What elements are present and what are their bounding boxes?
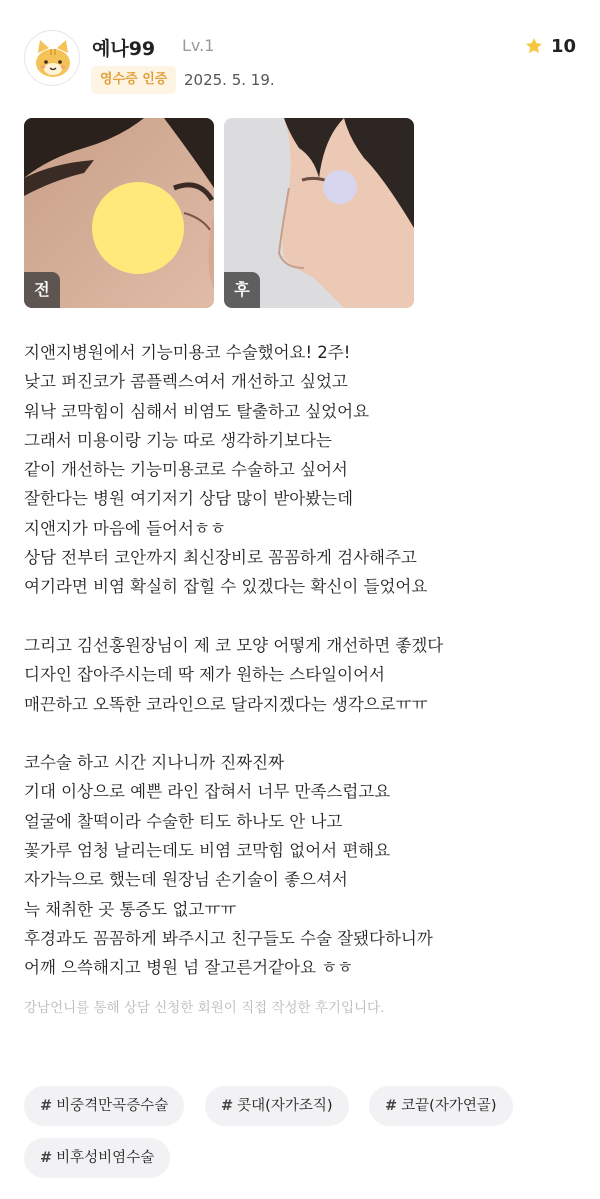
review-header [24,30,576,100]
review-body [24,338,576,983]
review-line: 얼굴에 찰떡이라 수술한 티도 하나도 안 나고 [24,811,343,831]
tag-chip[interactable] [24,1086,184,1126]
review-line: 상담 전부터 코안까지 최신장비로 꼼꼼하게 검사해주고 [24,548,417,568]
hash-icon: # [40,1150,53,1166]
tag-chip[interactable] [369,1086,513,1126]
hash-icon: # [385,1098,398,1114]
after-photo[interactable] [224,118,414,308]
review-line: 디자인 잡아주시는데 딱 제가 원하는 스타일이어서 [24,665,385,685]
user-level: Lv.1 [182,36,215,55]
review-date: 2025. 5. 19. [184,71,275,89]
review-line: 낮고 퍼진코가 콤플렉스여서 개선하고 싶었고 [24,372,348,392]
review-line: 같이 개선하는 기능미용코로 수술하고 싶어서 [24,460,348,480]
review-line: 지앤지병원에서 기능미용코 수술했어요! 2주! [24,343,351,362]
hash-icon: # [40,1098,53,1114]
tag-label: 비후성비염수술 [56,1150,155,1166]
review-line: 지앤지가 마음에 들어서ㅎㅎ [24,518,226,538]
tag-label: 비중격만곡증수술 [56,1098,169,1114]
paragraph-gap [24,719,576,748]
review-line: 그리고 김선홍원장님이 제 코 모양 어떻게 개선하면 좋겠다 [24,635,444,655]
after-label: 후 [224,272,260,308]
review-line: 여기라면 비염 확실히 잡힐 수 있겠다는 확신이 들었어요 [24,577,428,597]
review-line: 매끈하고 오똑한 코라인으로 달라지겠다는 생각으로ㅠㅠ [24,694,428,714]
before-label: 전 [24,272,60,308]
review-line: 꽃가루 엄청 날리는데도 비염 코막힘 없어서 편해요 [24,841,391,861]
review-disclaimer: 강남언니를 통해 상담 신청한 회원이 직접 작성한 후기입니다. [24,1000,385,1016]
cat-icon [25,31,80,86]
rating [524,34,576,58]
rating-value: 10 [550,35,576,57]
review-line: 워낙 코막힘이 심해서 비염도 탈출하고 싶었어요 [24,401,370,421]
tag-label: 콧대(자가조직) [237,1098,333,1114]
review-line: 그래서 미용이랑 기능 따로 생각하기보다는 [24,430,332,450]
tag-label: 코끝(자가연골) [401,1098,497,1114]
review-line: 자가늑으로 했는데 원장님 손기술이 좋으셔서 [24,870,348,890]
review-line: 늑 채취한 곳 통증도 없고ㅠㅠ [24,899,237,919]
before-photo[interactable] [24,118,214,308]
review-line: 후경과도 꼼꼼하게 봐주시고 친구들도 수술 잘됐다하니까 [24,928,433,948]
tag-chip[interactable] [24,1138,170,1178]
hash-icon: # [221,1098,234,1114]
username[interactable]: 예나99 [92,38,156,60]
review-line: 잘한다는 병원 여기저기 상담 많이 받아봤는데 [24,489,354,509]
review-line: 코수술 하고 시간 지나니까 진짜진짜 [24,753,285,773]
before-after-photos [24,118,424,308]
review-line: 기대 이상으로 예쁜 라인 잡혀서 너무 만족스럽고요 [24,782,391,802]
avatar[interactable] [24,30,80,86]
star-icon [524,36,544,56]
review-line: 어깨 으쓱해지고 병원 넘 잘고른거같아요 ㅎㅎ [24,958,354,978]
receipt-verified-badge: 영수증 인증 [91,66,176,94]
tag-chip[interactable] [205,1086,349,1126]
paragraph-gap [24,602,576,631]
